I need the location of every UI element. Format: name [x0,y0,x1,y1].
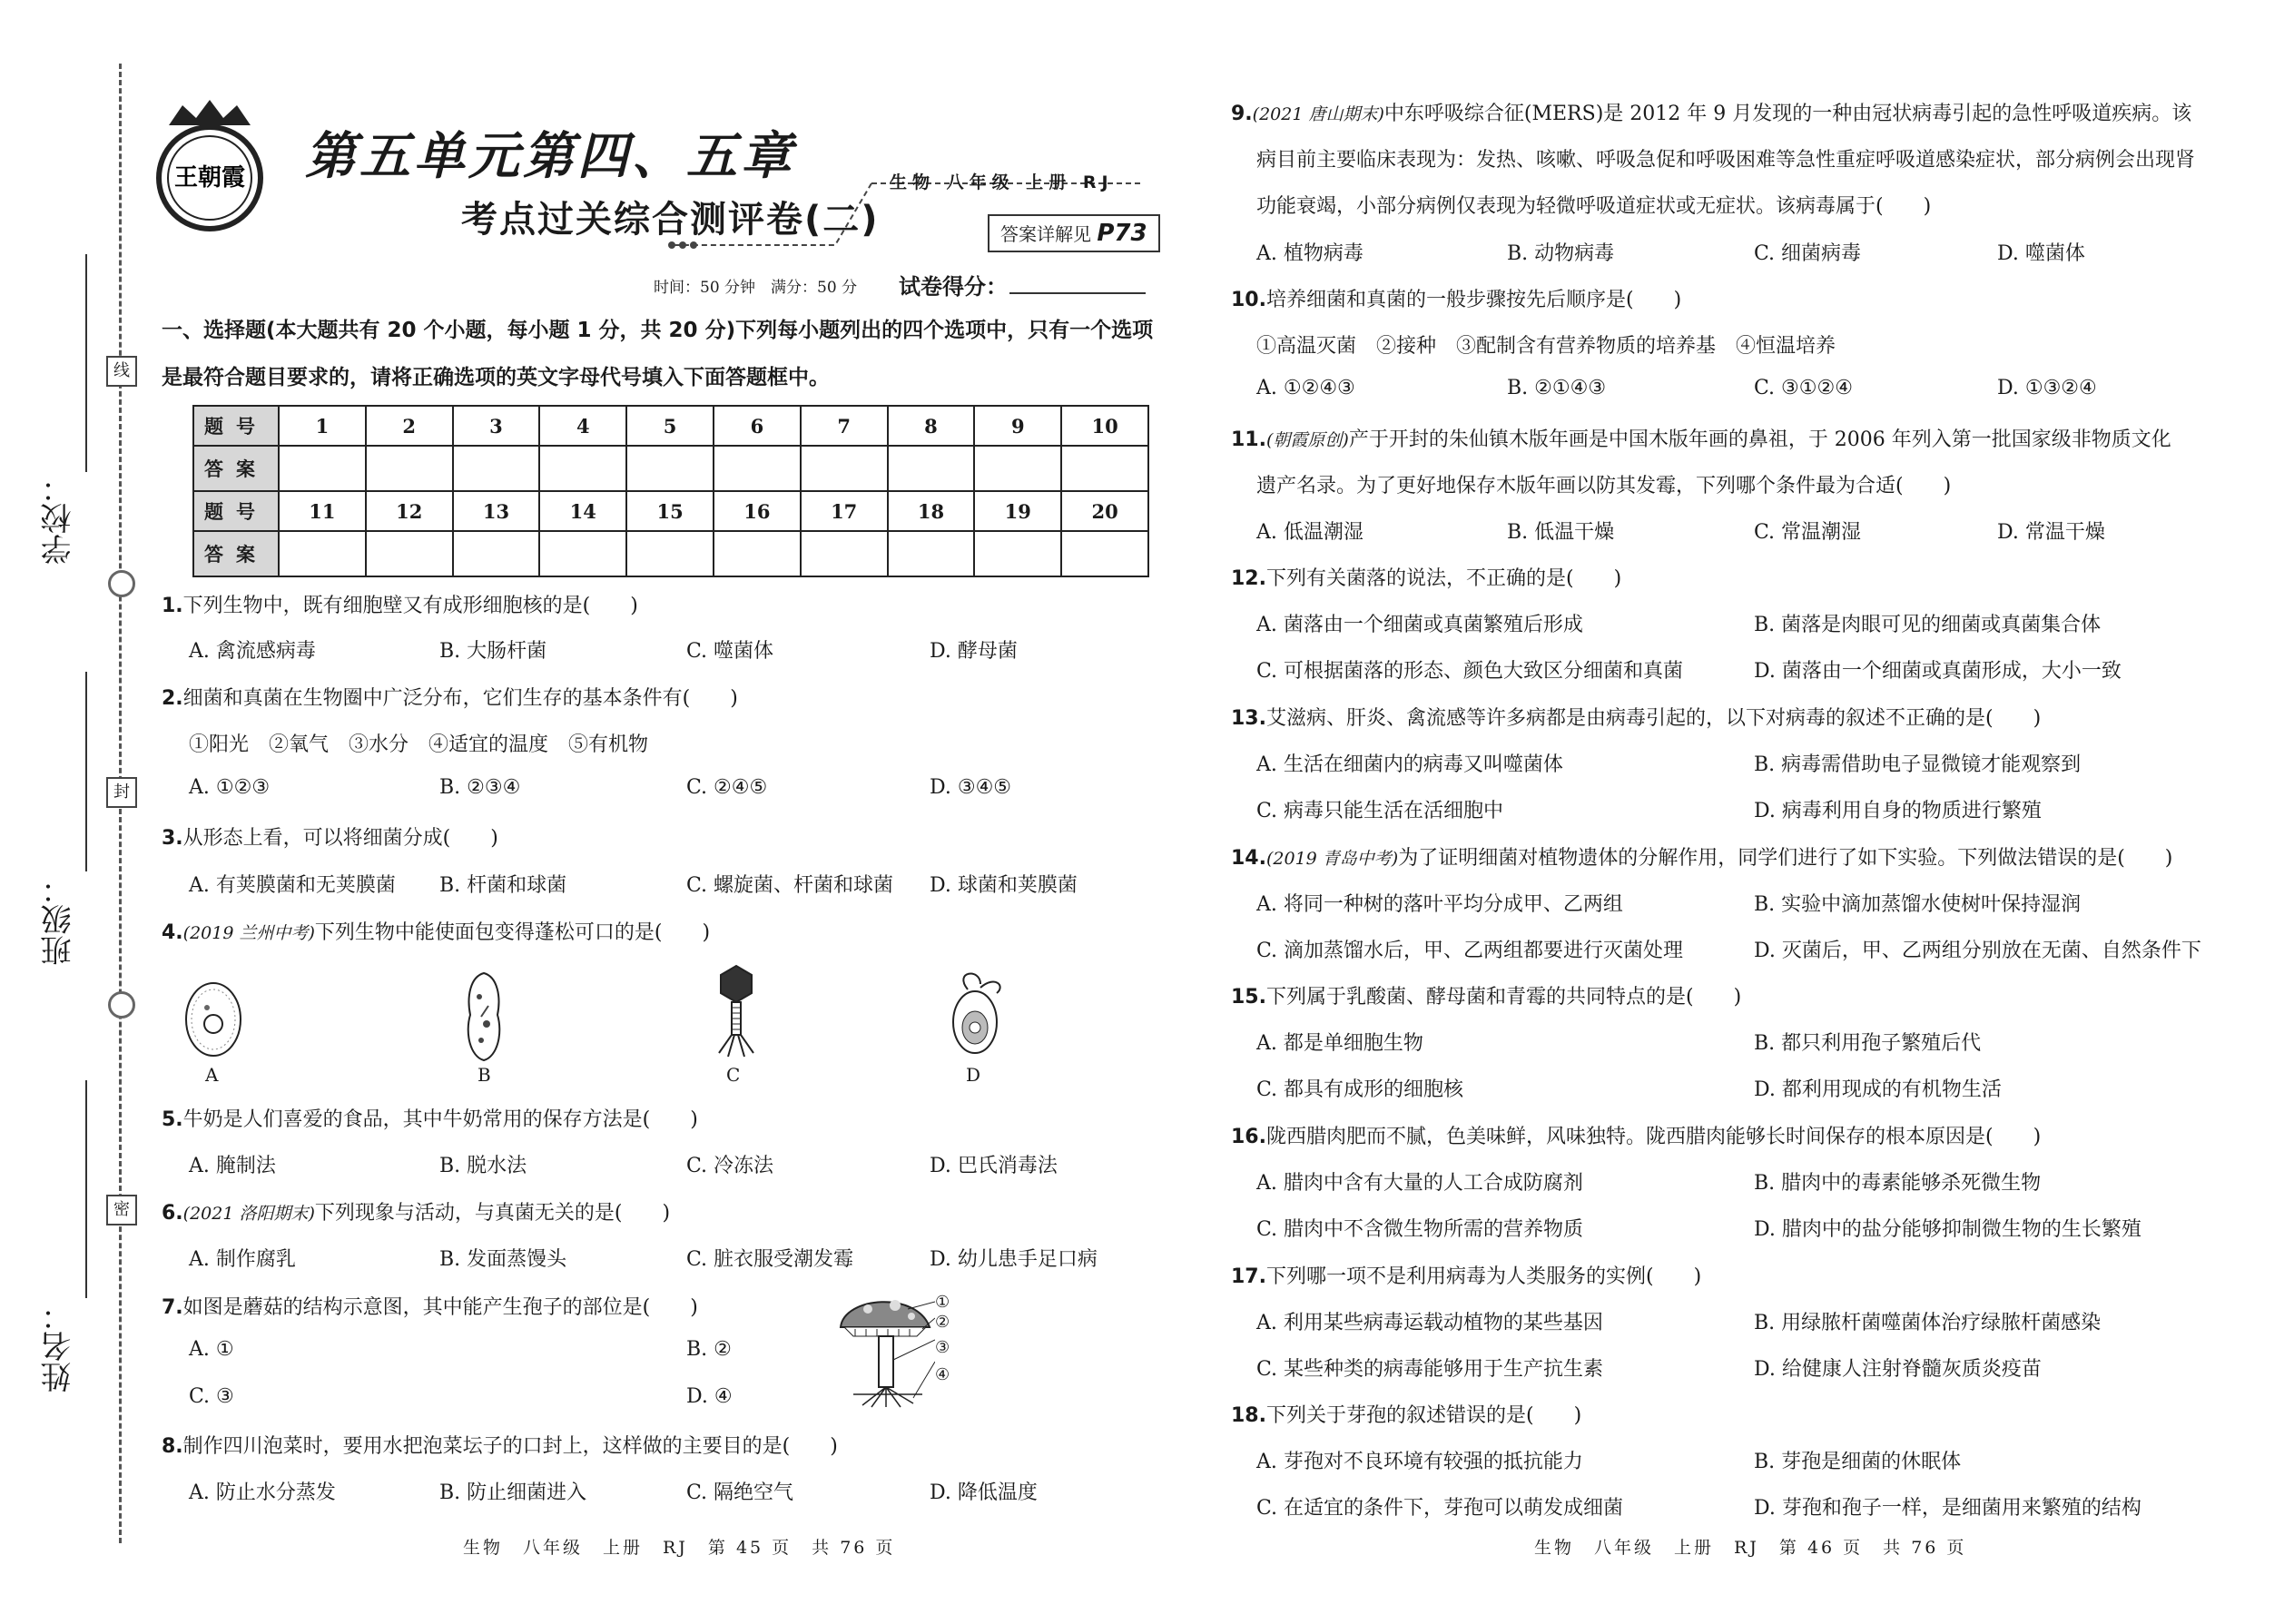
score-fill-line [1009,292,1146,294]
question-source: (2019 兰州中考) [182,923,315,943]
question-text: 艾滋病、肝炎、禽流感等许多病都是由病毒引起的，以下对病毒的叙述不正确的是( ) [1265,707,2042,730]
answer-cell[interactable] [453,531,540,576]
option[interactable]: D. ①③②④ [1997,377,2097,399]
grid-num: 17 [801,491,888,531]
option[interactable]: B. 用绿脓杆菌噬菌体治疗绿脓杆菌感染 [1754,1312,2102,1334]
option[interactable]: A. ①②③ [189,776,271,799]
option[interactable]: C. 病毒只能生活在活细胞中 [1256,800,1504,822]
answer-cell[interactable] [1061,531,1148,576]
option[interactable]: B. 杆菌和球菌 [439,874,567,897]
page-footer-left: 生物 八年级 上册 RJ 第 45 页 共 76 页 [463,1538,896,1558]
option[interactable]: C. 螺旋菌、杆菌和球菌 [686,874,894,897]
question-number: 7. [162,1296,183,1319]
grid-num: 15 [626,491,714,531]
figure-label: D [966,1064,981,1086]
option[interactable]: A. 腊肉中含有大量的人工合成防腐剂 [1256,1172,1583,1195]
grid-ans-label: 答案 [193,446,279,491]
grid-num: 19 [974,491,1061,531]
option[interactable]: B. 低温干燥 [1507,521,1615,544]
answer-cell[interactable] [974,446,1061,491]
question-13 [1231,703,2041,731]
school-label: 学校： [41,472,77,565]
question-text: 下列有关菌落的说法，不正确的是( ) [1265,567,1622,590]
option[interactable]: A. 芽孢对不良环境有较强的抵抗能力 [1256,1451,1583,1473]
question-number: 3. [162,827,183,850]
option[interactable]: D. 球菌和荚膜菌 [930,874,1078,897]
question-7 [162,1292,698,1320]
question-number: 8. [162,1435,183,1458]
question-number: 5. [162,1108,183,1131]
score-label: 试卷得分： [899,274,1008,300]
question-15 [1231,981,1741,1009]
option[interactable]: D. 都利用现成的有机物生活 [1754,1078,2002,1101]
answer-ref-page: P73 [1097,220,1147,247]
bacteriophage-figure[interactable] [714,962,759,1062]
answer-cell[interactable] [626,446,714,491]
brand-logo [151,98,269,234]
answer-ref-prefix: 答案详解见 [1000,223,1091,245]
option[interactable]: C. ③ [189,1385,234,1408]
question-source: (2021 洛阳期末) [182,1204,315,1224]
grid-num: 10 [1061,406,1148,446]
option[interactable]: D. ③④⑤ [930,776,1012,799]
yeast-cell-figure[interactable] [182,979,245,1060]
option[interactable]: B. 动物病毒 [1507,242,1615,265]
option[interactable]: B. 大肠杆菌 [439,640,547,663]
question-text: 陇西腊肉肥而不腻，色美味鲜，风味独特。陇西腊肉能够长时间保存的根本原因是( ) [1265,1126,2042,1148]
option[interactable]: C. 在适宜的条件下，芽孢可以萌发成细菌 [1256,1497,1624,1520]
question-number: 13. [1231,707,1266,730]
grid-num: 6 [714,406,801,446]
answer-cell[interactable] [279,446,366,491]
option[interactable]: B. 都只利用孢子繁殖后代 [1754,1032,1982,1055]
answer-cell[interactable] [801,531,888,576]
option[interactable]: A. 菌落由一个细菌或真菌繁殖后形成 [1256,614,1583,636]
question-10-steps: ①高温灭菌 ②接种 ③配制含有营养物质的培养基 ④恒温培养 [1256,335,1836,358]
answer-cell[interactable] [626,531,714,576]
question-text: 下列生物中，既有细胞壁又有成形细胞核的是( ) [182,595,638,617]
option[interactable]: A. 都是单细胞生物 [1256,1032,1423,1055]
option[interactable]: C. 常温潮湿 [1754,521,1862,544]
option[interactable]: B. ②③④ [439,776,521,799]
question-number: 12. [1231,567,1266,590]
option[interactable]: B. 发面蒸馒头 [439,1248,567,1271]
question-2 [162,683,738,711]
grid-num: 16 [714,491,801,531]
answer-cell[interactable] [888,446,975,491]
question-14 [1231,842,2172,871]
question-11 [1231,424,2171,452]
answer-cell[interactable] [366,531,453,576]
option[interactable]: D. 酵母菌 [930,640,1018,663]
option[interactable]: C. 细菌病毒 [1754,242,1862,265]
option[interactable]: B. 实验中滴加蒸馏水使树叶保持湿润 [1754,893,2082,916]
question-number: 14. [1231,847,1266,870]
question-10 [1231,284,1681,312]
grid-num: 9 [974,406,1061,446]
option[interactable]: D. 降低温度 [930,1481,1038,1504]
school-fill-line [85,254,87,472]
mushroom-label: ③ [935,1338,950,1357]
option[interactable]: A. 生活在细菌内的病毒又叫噬菌体 [1256,753,1563,776]
option[interactable]: D. 给健康人注射脊髓灰质炎疫苗 [1754,1358,2042,1381]
question-number: 1. [162,595,183,617]
option[interactable]: D. 常温干燥 [1997,521,2105,544]
option[interactable]: D. 噬菌体 [1997,242,2085,265]
question-text: 制作四川泡菜时，要用水把泡菜坛子的口封上，这样做的主要目的是( ) [182,1435,838,1458]
time-score-info: 时间：50 分钟 满分：50 分 [654,279,858,297]
option[interactable]: D. 幼儿患手足口病 [930,1248,1098,1271]
option[interactable]: C. ②④⑤ [686,776,768,799]
option[interactable]: A. 将同一种树的落叶平均分成甲、乙两组 [1256,893,1623,916]
mushroom-label: ④ [935,1365,950,1384]
question-text: 下列哪一项不是利用病毒为人类服务的实例( ) [1265,1265,1702,1288]
grid-num: 11 [279,491,366,531]
figure-label: C [726,1064,741,1086]
question-text: 中东呼吸综合征(MERS)是 2012 年 9 月发现的一种由冠状病毒引起的急性呼吸道疾病。该 [1383,103,2192,125]
question-5 [162,1104,698,1132]
option[interactable]: D. 巴氏消毒法 [930,1155,1058,1177]
option[interactable]: A. 利用某些病毒运载动植物的某些基因 [1256,1312,1603,1334]
question-text-continued: 病目前主要临床表现为：发热、咳嗽、呼吸急促和呼吸困难等急性重症呼吸道感染症状，部分病例会出现肾 [1256,149,2196,172]
option[interactable]: D. 病毒利用自身的物质进行繁殖 [1754,800,2042,822]
option[interactable]: B. 脱水法 [439,1155,527,1177]
grid-num: 8 [888,406,975,446]
option[interactable]: A. 腌制法 [189,1155,276,1177]
option[interactable]: B. ② [686,1338,732,1361]
class-label: 班级： [41,873,77,966]
question-number: 6. [162,1202,183,1225]
question-number: 4. [162,921,183,944]
name-fill-line [85,1080,87,1298]
figure-label: B [478,1064,491,1086]
option[interactable]: A. ① [189,1338,234,1361]
option[interactable]: D. 灭菌后，甲、乙两组分别放在无菌、自然条件下 [1754,940,2201,962]
answer-cell[interactable] [888,531,975,576]
answer-cell[interactable] [453,446,540,491]
question-text: 下列现象与活动，与真菌无关的是( ) [314,1202,671,1225]
option[interactable]: C. 噬菌体 [686,640,774,663]
option[interactable]: D. ④ [686,1385,733,1408]
question-text: 产于开封的朱仙镇木版年画是中国木版年画的鼻祖，于 2006 年列入第一批国家级非物质文化 [1348,428,2171,451]
question-source: (朝霞原创) [1265,430,1349,450]
option[interactable]: A. 有荚膜菌和无荚膜菌 [189,874,396,897]
option[interactable]: D. 菌落由一个细菌或真菌形成，大小一致 [1754,660,2122,683]
grid-num: 3 [453,406,540,446]
chlamydomonas-figure[interactable] [944,971,1008,1058]
option[interactable]: B. 菌落是肉眼可见的细菌或真菌集合体 [1754,614,2102,636]
answer-cell[interactable] [539,531,626,576]
answer-cell[interactable] [1061,446,1148,491]
question-number: 17. [1231,1265,1266,1288]
binding-hole-icon [108,991,135,1019]
grid-num: 1 [279,406,366,446]
option[interactable]: C. 某些种类的病毒能够用于生产抗生素 [1256,1358,1604,1381]
question-16 [1231,1121,2041,1149]
question-text-continued: 遗产名录。为了更好地保存木版年画以防其发霉，下列哪个条件最为合适( ) [1256,475,1952,497]
name-label: 姓名： [41,1300,77,1393]
section-instructions: 一、选择题(本大题共有 20 个小题，每小题 1 分，共 20 分)下列每小题列出的四个选项中，只有一个选项是最符合题目要求的，请将正确选项的英文字母代号填入下面答题框中。 [162,319,1154,389]
option[interactable]: A. 低温潮湿 [1256,521,1364,544]
question-number: 11. [1231,428,1266,451]
grid-num: 13 [453,491,540,531]
option[interactable]: A. 禽流感病毒 [189,640,316,663]
option[interactable]: B. 芽孢是细菌的休眠体 [1754,1451,1962,1473]
question-text: 下列关于芽孢的叙述错误的是( ) [1265,1404,1582,1427]
question-17 [1231,1261,1701,1289]
question-2-conditions: ①阳光 ②氧气 ③水分 ④适宜的温度 ⑤有机物 [189,733,649,756]
answer-cell[interactable] [801,446,888,491]
answer-grid [192,405,1149,577]
question-source: (2021 唐山期末) [1252,104,1384,124]
option[interactable]: A. 防止水分蒸发 [189,1481,336,1504]
question-number: 16. [1231,1126,1266,1148]
option[interactable]: C. 冷冻法 [686,1155,774,1177]
option[interactable]: B. 腊肉中的毒素能够杀死微生物 [1754,1172,2042,1195]
question-number: 10. [1231,289,1266,311]
option[interactable]: A. 制作腐乳 [189,1248,296,1271]
question-text: 从形态上看，可以将细菌分成( ) [182,827,498,850]
question-number: 2. [162,687,183,710]
option[interactable]: B. ②①④③ [1507,377,1607,399]
question-number: 18. [1231,1404,1266,1427]
option[interactable]: D. 腊肉中的盐分能够抑制微生物的生长繁殖 [1754,1218,2141,1241]
question-number: 15. [1231,986,1266,1009]
grid-ans-label: 答案 [193,531,279,576]
option[interactable]: C. ③①②④ [1754,377,1853,399]
option[interactable]: C. 腊肉中不含微生物所需的营养物质 [1256,1218,1584,1241]
question-text-continued: 功能衰竭，小部分病例仅表现为轻微呼吸道症状或无症状。该病毒属于( ) [1256,195,1932,218]
mushroom-label: ② [935,1313,950,1332]
subject-meta: 生物 八年级 上册 RJ [890,172,1114,192]
question-text: 培养细菌和真菌的一般步骤按先后顺序是( ) [1265,289,1682,311]
answer-cell[interactable] [539,446,626,491]
question-9 [1231,98,2191,126]
question-text: 如图是蘑菇的结构示意图，其中能产生孢子的部位是( ) [182,1296,698,1319]
answer-cell[interactable] [714,446,801,491]
page-footer-right: 生物 八年级 上册 RJ 第 46 页 共 76 页 [1534,1538,1967,1558]
answer-cell[interactable] [366,446,453,491]
seal-line-char: 线 [106,356,137,387]
grid-num-label: 题号 [193,491,279,531]
figure-label: A [205,1064,219,1086]
question-text: 下列生物中能使面包变得蓬松可口的是( ) [314,921,711,944]
question-text: 细菌和真菌在生物圈中广泛分布，它们生存的基本条件有( ) [182,687,738,710]
option[interactable]: B. 防止细菌进入 [439,1481,587,1504]
option[interactable]: A. ①②④③ [1256,377,1355,399]
question-6 [162,1197,670,1225]
question-text: 下列属于乳酸菌、酵母菌和青霉的共同特点的是( ) [1265,986,1742,1009]
question-4 [162,917,710,945]
question-18 [1231,1400,1581,1428]
question-text: 为了证明细菌对植物遗体的分解作用，同学们进行了如下实验。下列做法错误的是( ) [1398,847,2173,870]
question-number: 9. [1231,103,1253,125]
binding-hole-icon [108,570,135,597]
mushroom-label: ① [935,1293,950,1312]
option[interactable]: C. 滴加蒸馏水后，甲、乙两组都要进行灭菌处理 [1256,940,1684,962]
answer-reference [988,214,1160,252]
class-fill-line [85,672,87,871]
question-8 [162,1431,838,1459]
mushroom-structure-figure [835,1287,935,1409]
grid-num: 5 [626,406,714,446]
grid-num-label: 题号 [193,406,279,446]
grid-num: 20 [1061,491,1148,531]
option[interactable]: C. 隔绝空气 [686,1481,794,1504]
option[interactable]: A. 植物病毒 [1256,242,1364,265]
question-3 [162,822,498,851]
page-title: 第五单元第四、五章 [305,127,795,186]
option[interactable]: C. 脏衣服受潮发霉 [686,1248,854,1271]
option[interactable]: D. 芽孢和孢子一样，是细菌用来繁殖的结构 [1754,1497,2141,1520]
grid-num: 12 [366,491,453,531]
question-text: 牛奶是人们喜爱的食品，其中牛奶常用的保存方法是( ) [182,1108,698,1131]
option[interactable]: C. 可根据菌落的形态、颜色大致区分细菌和真菌 [1256,660,1684,683]
answer-cell[interactable] [714,531,801,576]
logo-text: 王朝霞 [173,164,246,192]
seal-secret-char: 密 [106,1195,137,1225]
grid-num: 2 [366,406,453,446]
grid-num: 14 [539,491,626,531]
page-subtitle: 考点过关综合测评卷(二) [461,199,880,241]
question-12 [1231,563,1621,591]
binding-strip [0,0,154,1624]
option[interactable]: C. 都具有成形的细胞核 [1256,1078,1464,1101]
question-1 [162,590,638,618]
answer-cell[interactable] [279,531,366,576]
grid-num: 7 [801,406,888,446]
grid-num: 18 [888,491,975,531]
question-source: (2019 青岛中考) [1265,849,1399,869]
paramecium-figure[interactable] [461,969,507,1064]
seal-seal-char: 封 [106,777,137,808]
answer-cell[interactable] [974,531,1061,576]
grid-num: 4 [539,406,626,446]
option[interactable]: B. 病毒需借助电子显微镜才能观察到 [1754,753,2082,776]
